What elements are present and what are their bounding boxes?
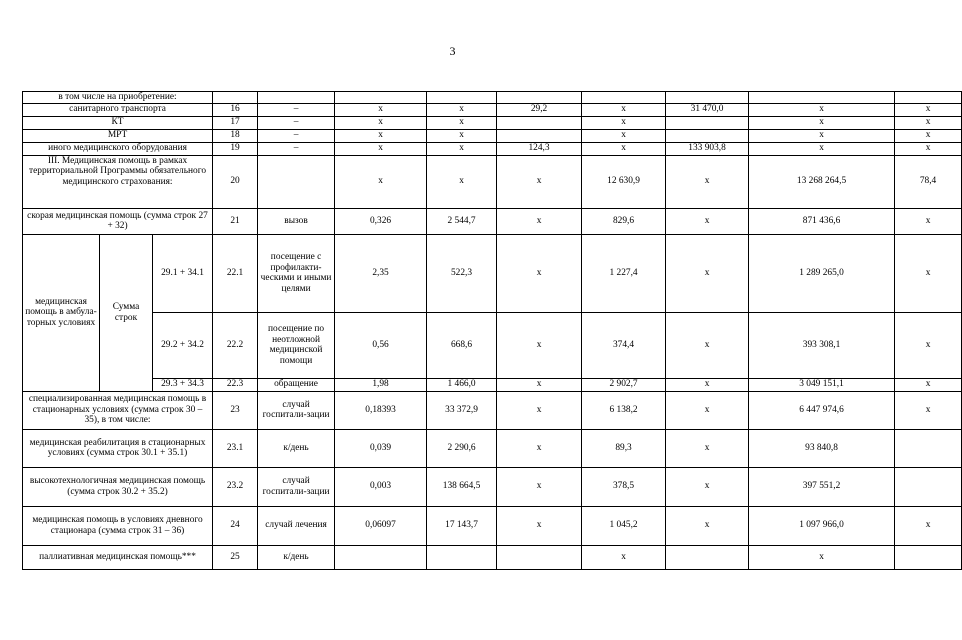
table-row: [23, 208, 962, 234]
sum-rows-label: Сумма строк: [100, 234, 153, 391]
unit-cell: [258, 155, 335, 208]
value-cell: 871 436,6: [749, 208, 895, 234]
value-cell: [895, 467, 962, 506]
table-row: [23, 234, 962, 312]
value-cell: 138 664,5: [427, 467, 497, 506]
row-label: III. Медицинская помощь в рамках территориальной Программы обязательного медицинского страхования:: [23, 155, 213, 208]
value-cell: х: [666, 429, 749, 467]
value-cell: 668,6: [427, 312, 497, 378]
row-label: в том числе на приобретение:: [23, 92, 213, 104]
value-cell: х: [427, 103, 497, 116]
value-cell: [666, 129, 749, 142]
unit-cell: –: [258, 129, 335, 142]
row-number: 17: [213, 116, 258, 129]
value-cell: 522,3: [427, 234, 497, 312]
row-label: иного медицинского оборудования: [23, 142, 213, 155]
value-cell: х: [497, 234, 582, 312]
value-cell: х: [582, 129, 666, 142]
value-cell: х: [895, 116, 962, 129]
value-cell: х: [497, 155, 582, 208]
table-row: [23, 312, 962, 378]
row-label: высокотехнологичная медицинская помощь (сумма строк 30.2 + 35.2): [23, 467, 213, 506]
value-cell: х: [749, 129, 895, 142]
value-cell: х: [666, 391, 749, 429]
value-cell: х: [427, 142, 497, 155]
row-number: 25: [213, 545, 258, 569]
unit-cell: –: [258, 116, 335, 129]
value-cell: х: [582, 116, 666, 129]
value-cell: 6 138,2: [582, 391, 666, 429]
value-cell: х: [666, 506, 749, 545]
value-cell: 78,4: [895, 155, 962, 208]
table-row: [23, 155, 962, 208]
value-cell: х: [895, 391, 962, 429]
value-cell: х: [497, 391, 582, 429]
value-cell: х: [427, 155, 497, 208]
value-cell: 33 372,9: [427, 391, 497, 429]
value-cell: х: [666, 378, 749, 391]
value-cell: [497, 116, 582, 129]
table-row: [23, 142, 962, 155]
row-label: медицинская реабилитация в стационарных условиях (сумма строк 30.1 + 35.1): [23, 429, 213, 467]
value-cell: х: [497, 312, 582, 378]
value-cell: 17 143,7: [427, 506, 497, 545]
value-cell: 374,4: [582, 312, 666, 378]
value-cell: х: [749, 142, 895, 155]
value-cell: х: [895, 142, 962, 155]
value-cell: 0,06097: [335, 506, 427, 545]
table-row: [23, 116, 962, 129]
value-cell: 378,5: [582, 467, 666, 506]
value-cell: 2 902,7: [582, 378, 666, 391]
value-cell: 3 049 151,1: [749, 378, 895, 391]
value-cell: [666, 545, 749, 569]
value-cell: 29,2: [497, 103, 582, 116]
row-number: 22.1: [213, 234, 258, 312]
value-cell: х: [895, 129, 962, 142]
value-cell: х: [666, 208, 749, 234]
value-cell: х: [427, 129, 497, 142]
value-cell: 1 045,2: [582, 506, 666, 545]
unit-cell: случай лечения: [258, 506, 335, 545]
value-cell: х: [895, 208, 962, 234]
value-cell: 1 227,4: [582, 234, 666, 312]
unit-cell: обращение: [258, 378, 335, 391]
value-cell: 0,18393: [335, 391, 427, 429]
row-number: 23: [213, 391, 258, 429]
value-cell: х: [895, 378, 962, 391]
row-number: 21: [213, 208, 258, 234]
value-cell: х: [895, 103, 962, 116]
value-cell: 1 097 966,0: [749, 506, 895, 545]
value-cell: [666, 116, 749, 129]
value-cell: [335, 545, 427, 569]
table-row: [23, 429, 962, 467]
table-row: [23, 378, 962, 391]
table-row: [23, 92, 962, 104]
value-cell: [895, 429, 962, 467]
value-cell: 13 268 264,5: [749, 155, 895, 208]
unit-cell: к/день: [258, 429, 335, 467]
value-cell: [497, 129, 582, 142]
row-number: 20: [213, 155, 258, 208]
value-cell: х: [582, 103, 666, 116]
value-cell: [427, 545, 497, 569]
sum-rows-formula: 29.2 + 34.2: [153, 312, 213, 378]
table-row: [23, 506, 962, 545]
value-cell: 124,3: [497, 142, 582, 155]
sum-rows-formula: 29.3 + 34.3: [153, 378, 213, 391]
value-cell: х: [666, 155, 749, 208]
sum-rows-formula: 29.1 + 34.1: [153, 234, 213, 312]
row-label: паллиативная медицинская помощь***: [23, 545, 213, 569]
value-cell: [497, 545, 582, 569]
unit-cell: посещение по неотложной медицинской помощи: [258, 312, 335, 378]
value-cell: х: [666, 312, 749, 378]
value-cell: х: [666, 467, 749, 506]
ambulatory-label: медицинская помощь в амбула-торных условиях: [23, 234, 100, 391]
value-cell: 0,039: [335, 429, 427, 467]
value-cell: х: [497, 378, 582, 391]
table-row: [23, 129, 962, 142]
value-cell: 1 289 265,0: [749, 234, 895, 312]
value-cell: х: [895, 506, 962, 545]
page-number: 3: [449, 44, 456, 58]
value-cell: х: [749, 103, 895, 116]
value-cell: 93 840,8: [749, 429, 895, 467]
row-number: 18: [213, 129, 258, 142]
value-cell: 397 551,2: [749, 467, 895, 506]
value-cell: х: [497, 429, 582, 467]
value-cell: х: [335, 103, 427, 116]
value-cell: 89,3: [582, 429, 666, 467]
value-cell: 6 447 974,6: [749, 391, 895, 429]
value-cell: х: [895, 234, 962, 312]
row-number: 24: [213, 506, 258, 545]
row-label: медицинская помощь в условиях дневного стационара (сумма строк 31 – 36): [23, 506, 213, 545]
value-cell: 393 308,1: [749, 312, 895, 378]
value-cell: 1,98: [335, 378, 427, 391]
value-cell: [895, 545, 962, 569]
value-cell: 0,326: [335, 208, 427, 234]
row-label: КТ: [23, 116, 213, 129]
unit-cell: –: [258, 142, 335, 155]
table-row: [23, 391, 962, 429]
value-cell: 2 290,6: [427, 429, 497, 467]
value-cell: 133 903,8: [666, 142, 749, 155]
row-label: скорая медицинская помощь (сумма строк 27 + 32): [23, 208, 213, 234]
medical-care-table: [22, 91, 962, 570]
row-number: 23.1: [213, 429, 258, 467]
value-cell: х: [497, 208, 582, 234]
table-row: [23, 467, 962, 506]
unit-cell: посещение с профилакти-ческими и иными целями: [258, 234, 335, 312]
unit-cell: случай госпитали-зации: [258, 391, 335, 429]
value-cell: 12 630,9: [582, 155, 666, 208]
row-label: санитарного транспорта: [23, 103, 213, 116]
value-cell: 31 470,0: [666, 103, 749, 116]
value-cell: х: [497, 506, 582, 545]
value-cell: х: [335, 142, 427, 155]
unit-cell: –: [258, 103, 335, 116]
row-number: 22.3: [213, 378, 258, 391]
value-cell: х: [749, 545, 895, 569]
value-cell: 2,35: [335, 234, 427, 312]
value-cell: х: [427, 116, 497, 129]
row-number: 19: [213, 142, 258, 155]
table-row: [23, 103, 962, 116]
unit-cell: случай госпитали-зации: [258, 467, 335, 506]
row-label: МРТ: [23, 129, 213, 142]
row-number: 23.2: [213, 467, 258, 506]
value-cell: х: [335, 155, 427, 208]
value-cell: 0,56: [335, 312, 427, 378]
unit-cell: вызов: [258, 208, 335, 234]
value-cell: 2 544,7: [427, 208, 497, 234]
value-cell: х: [582, 545, 666, 569]
value-cell: х: [497, 467, 582, 506]
row-label: специализированная медицинская помощь в стационарных условиях (сумма строк 30 – 35), в том числе:: [23, 391, 213, 429]
row-number: 22.2: [213, 312, 258, 378]
value-cell: 0,003: [335, 467, 427, 506]
unit-cell: к/день: [258, 545, 335, 569]
value-cell: 829,6: [582, 208, 666, 234]
value-cell: х: [582, 142, 666, 155]
value-cell: х: [895, 312, 962, 378]
value-cell: х: [666, 234, 749, 312]
value-cell: х: [749, 116, 895, 129]
value-cell: х: [335, 116, 427, 129]
row-number: 16: [213, 103, 258, 116]
value-cell: 1 466,0: [427, 378, 497, 391]
value-cell: х: [335, 129, 427, 142]
table-row: [23, 545, 962, 569]
